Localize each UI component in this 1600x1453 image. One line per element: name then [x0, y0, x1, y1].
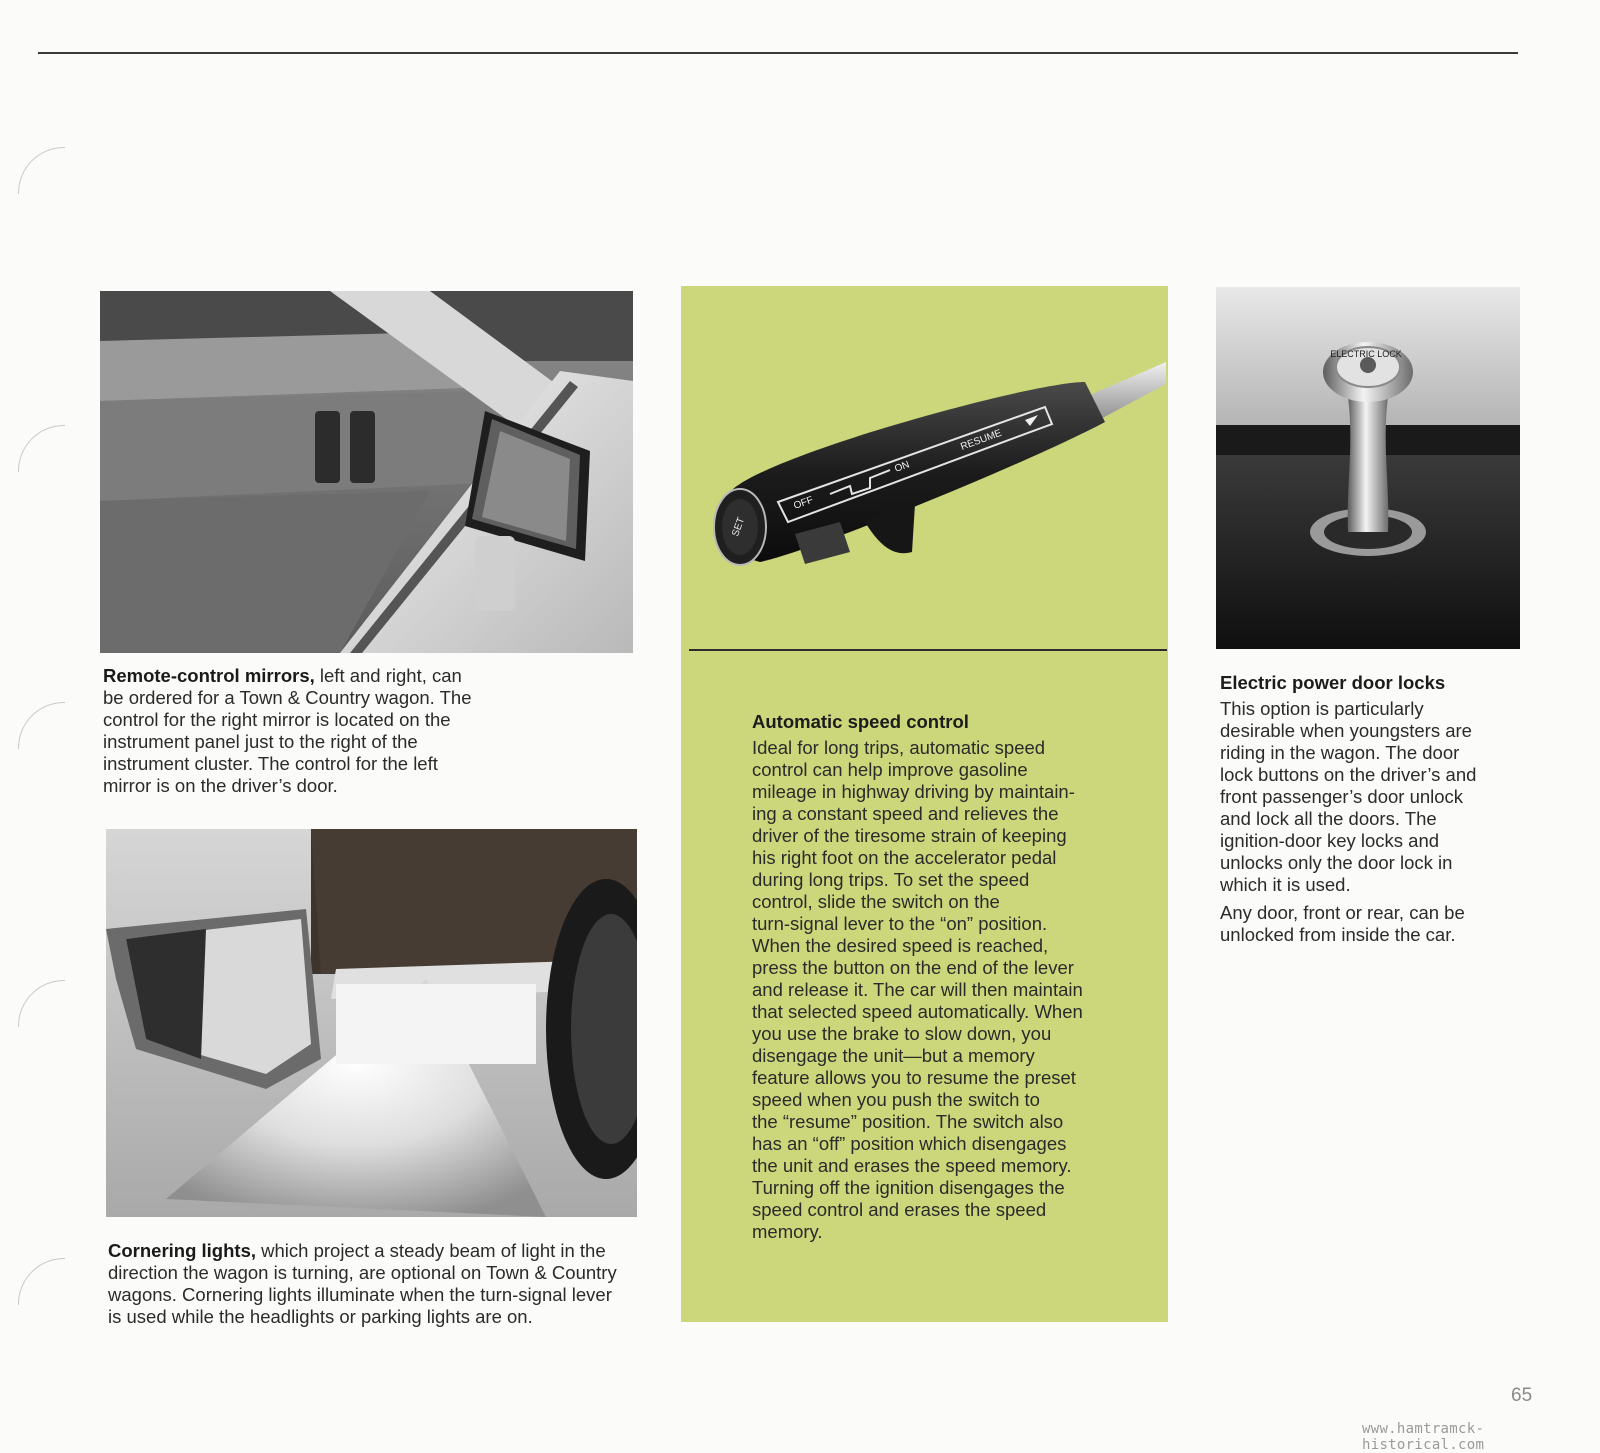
body-line: during long trips. To set the speed — [752, 869, 1030, 890]
body-line: driver of the tiresome strain of keeping — [752, 825, 1067, 846]
binder-hole — [18, 1258, 65, 1305]
mirror-photo — [100, 291, 633, 653]
body-line: speed control and erases the speed — [752, 1199, 1047, 1220]
panel-divider — [689, 649, 1167, 651]
body-line: the “resume” position. The switch also — [752, 1111, 1064, 1132]
body-line: control can help improve gasoline — [752, 759, 1028, 780]
body-line: speed when you push the switch to — [752, 1089, 1040, 1110]
body-line: Any door, front or rear, can be — [1220, 902, 1465, 923]
binder-hole — [18, 702, 65, 749]
body-line: Turning off the ignition disengages the — [752, 1177, 1065, 1198]
body-line: riding in the wagon. The door — [1220, 742, 1460, 763]
body-line: Ideal for long trips, automatic speed — [752, 737, 1046, 758]
caption-line: direction the wagon is turning, are optional on Town & Country — [108, 1262, 617, 1283]
caption-line: instrument cluster. The control for the left — [103, 753, 438, 774]
caption-line: which project a steady beam of light in the — [256, 1240, 606, 1261]
body-line: This option is particularly — [1220, 698, 1424, 719]
body-line: ing a constant speed and relieves the — [752, 803, 1059, 824]
body-line: desirable when youngsters are — [1220, 720, 1472, 741]
resume-label: RESUME — [959, 427, 1004, 453]
body-line: memory. — [752, 1221, 823, 1242]
caption-line: is used while the headlights or parking lights are on. — [108, 1306, 533, 1327]
body-line: has an “off” position which disengages — [752, 1133, 1067, 1154]
page-number: 65 — [1511, 1385, 1533, 1406]
caption-line: control for the right mirror is located on the — [103, 709, 451, 730]
door-locks-heading: Electric power door locks — [1220, 672, 1446, 693]
on-label: ON — [893, 459, 912, 475]
mirrors-caption-lead: Remote-control mirrors, — [103, 665, 315, 686]
body-line: ignition-door key locks and — [1220, 830, 1440, 851]
door-locks-text — [1220, 672, 1540, 946]
body-line: disengage the unit—but a memory — [752, 1045, 1035, 1066]
speed-control-heading: Automatic speed control — [752, 711, 969, 732]
caption-line: left and right, can — [314, 665, 462, 686]
body-line: his right foot on the accelerator pedal — [752, 847, 1057, 868]
body-line: and lock all the doors. The — [1220, 808, 1437, 829]
cornering-caption — [108, 1240, 648, 1328]
body-line: lock buttons on the driver’s and — [1220, 764, 1477, 785]
top-rule — [38, 52, 1518, 54]
off-label: OFF — [792, 494, 815, 512]
caption-line: instrument panel just to the right of the — [103, 731, 418, 752]
body-line: press the button on the end of the lever — [752, 957, 1074, 978]
binder-hole — [18, 425, 65, 472]
body-line: the unit and erases the speed memory. — [752, 1155, 1072, 1176]
body-line: feature allows you to resume the preset — [752, 1067, 1076, 1088]
caption-line: be ordered for a Town & Country wagon. The — [103, 687, 472, 708]
knob-label: ELECTRIC LOCK — [1330, 349, 1402, 359]
speed-control-text — [752, 711, 1152, 1243]
body-line: unlocked from inside the car. — [1220, 924, 1456, 945]
turn-signal-lever-photo — [700, 352, 1166, 602]
body-line: which it is used. — [1220, 874, 1351, 895]
body-line: turn-signal lever to the “on” position. — [752, 913, 1048, 934]
cornering-light-photo — [106, 829, 637, 1217]
mirrors-caption — [103, 665, 623, 797]
door-lock-photo — [1216, 287, 1520, 649]
body-line: front passenger’s door unlock — [1220, 786, 1464, 807]
body-line: unlocks only the door lock in — [1220, 852, 1453, 873]
body-line: mileage in highway driving by maintain- — [752, 781, 1075, 802]
body-line: control, slide the switch on the — [752, 891, 1000, 912]
binder-hole — [18, 980, 65, 1027]
body-line: you use the brake to slow down, you — [752, 1023, 1052, 1044]
watermark: www.hamtramck-historical.com — [1362, 1421, 1485, 1453]
cornering-caption-lead: Cornering lights, — [108, 1240, 256, 1261]
body-line: When the desired speed is reached, — [752, 935, 1049, 956]
binder-hole — [18, 147, 65, 194]
body-line: and release it. The car will then maintain — [752, 979, 1083, 1000]
caption-line: wagons. Cornering lights illuminate when the turn-signal lever — [108, 1284, 612, 1305]
set-button-label: SET — [730, 515, 748, 539]
caption-line: mirror is on the driver’s door. — [103, 775, 338, 796]
body-line: that selected speed automatically. When — [752, 1001, 1083, 1022]
